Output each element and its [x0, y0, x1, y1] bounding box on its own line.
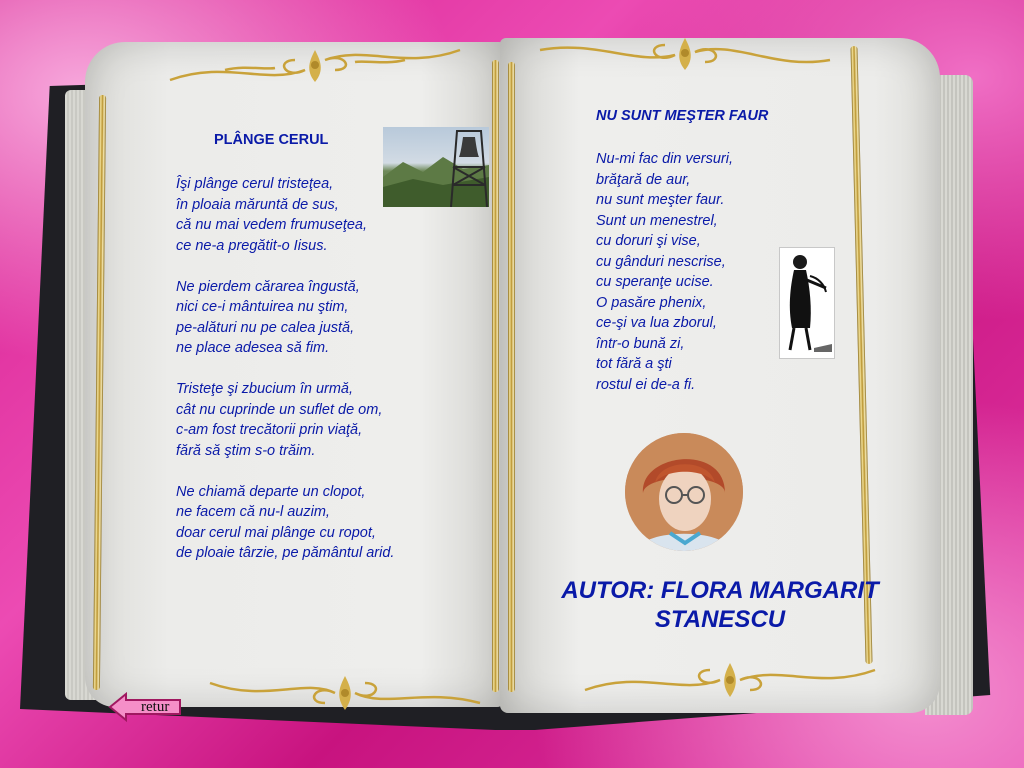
left-poem-title: PLÂNGE CERUL	[214, 132, 329, 148]
right-poem-body	[596, 149, 733, 395]
ornament-top-right-icon	[535, 30, 835, 80]
bell-icon	[383, 127, 489, 207]
poem-line: ne place adesea să fim.	[176, 340, 330, 356]
poem-line: Ne pierdem cărarea îngustă,	[176, 278, 360, 295]
left-stanza-3	[176, 379, 394, 461]
poem-line: cu gânduri nescrise,	[596, 253, 726, 270]
poem-line: Nu-mi fac din versuri,	[596, 151, 733, 167]
author-line-2: STANESCU	[654, 606, 786, 633]
poem-line: pe-alături nu pe calea justă,	[176, 319, 355, 336]
left-stanza-2	[176, 277, 394, 359]
author-portrait	[625, 433, 743, 551]
poem-line: ne facem că nu-l auzim,	[176, 504, 330, 520]
left-poem-body	[176, 174, 394, 584]
poem-line: nu sunt meşter faur.	[596, 192, 725, 208]
poem-line: Sunt un menestrel,	[596, 212, 718, 229]
left-stanza-1	[176, 174, 394, 256]
poem-line: de ploaie târzie, pe pământul arid.	[176, 545, 395, 561]
poem-line: rostul ei de-a fi.	[596, 376, 696, 393]
right-poem-title: NU SUNT MEŞTER FAUR	[596, 108, 769, 124]
poem-line: c-am fost trecătorii prin viaţă,	[176, 422, 363, 438]
poem-line: Tristeţe şi zbucium în urmă,	[176, 381, 354, 397]
ornament-top-left-icon	[165, 40, 465, 90]
poem-line: nici ce-i mântuirea nu ştim,	[176, 299, 349, 315]
gold-bar-left-inner	[492, 60, 499, 692]
poem-line: într-o bună zi,	[596, 335, 685, 352]
left-stanza-4	[176, 482, 394, 564]
poem-line: Ne chiamă departe un clopot,	[176, 483, 366, 500]
poem-line: cât nu cuprinde un suflet de om,	[176, 401, 383, 418]
bell-tower-photo	[383, 127, 489, 207]
ornament-bottom-left-icon	[205, 668, 485, 718]
portrait-icon	[625, 433, 743, 551]
poem-line: ce ne-a pregătit-o Iisus.	[176, 237, 328, 254]
author-line-1: AUTOR: FLORA MARGARIT	[561, 577, 879, 604]
poem-line: ce-şi va lua zborul,	[596, 315, 717, 331]
poem-line: O pasăre phenix,	[596, 294, 707, 311]
poem-line: că nu mai vedem frumuseţea,	[176, 217, 368, 233]
author-credit	[530, 576, 910, 634]
poem-line: Îşi plânge cerul tristeţea,	[176, 176, 334, 192]
poem-line: cu speranţe ucise.	[596, 274, 714, 290]
gold-bar-right-inner	[508, 62, 515, 692]
back-button[interactable]: retur	[141, 699, 170, 715]
violinist-image	[779, 247, 835, 359]
poem-line: brăţară de aur,	[596, 171, 691, 188]
poem-line: cu doruri şi vise,	[596, 233, 701, 249]
ornament-bottom-right-icon	[580, 655, 880, 705]
violinist-icon	[780, 248, 834, 358]
poem-line: în ploaia măruntă de sus,	[176, 196, 339, 213]
poem-line: fără să ştim s-o trăim.	[176, 442, 316, 459]
poem-line: tot fără a şti	[596, 356, 672, 372]
poem-line: doar cerul mai plânge cu ropot,	[176, 524, 376, 541]
